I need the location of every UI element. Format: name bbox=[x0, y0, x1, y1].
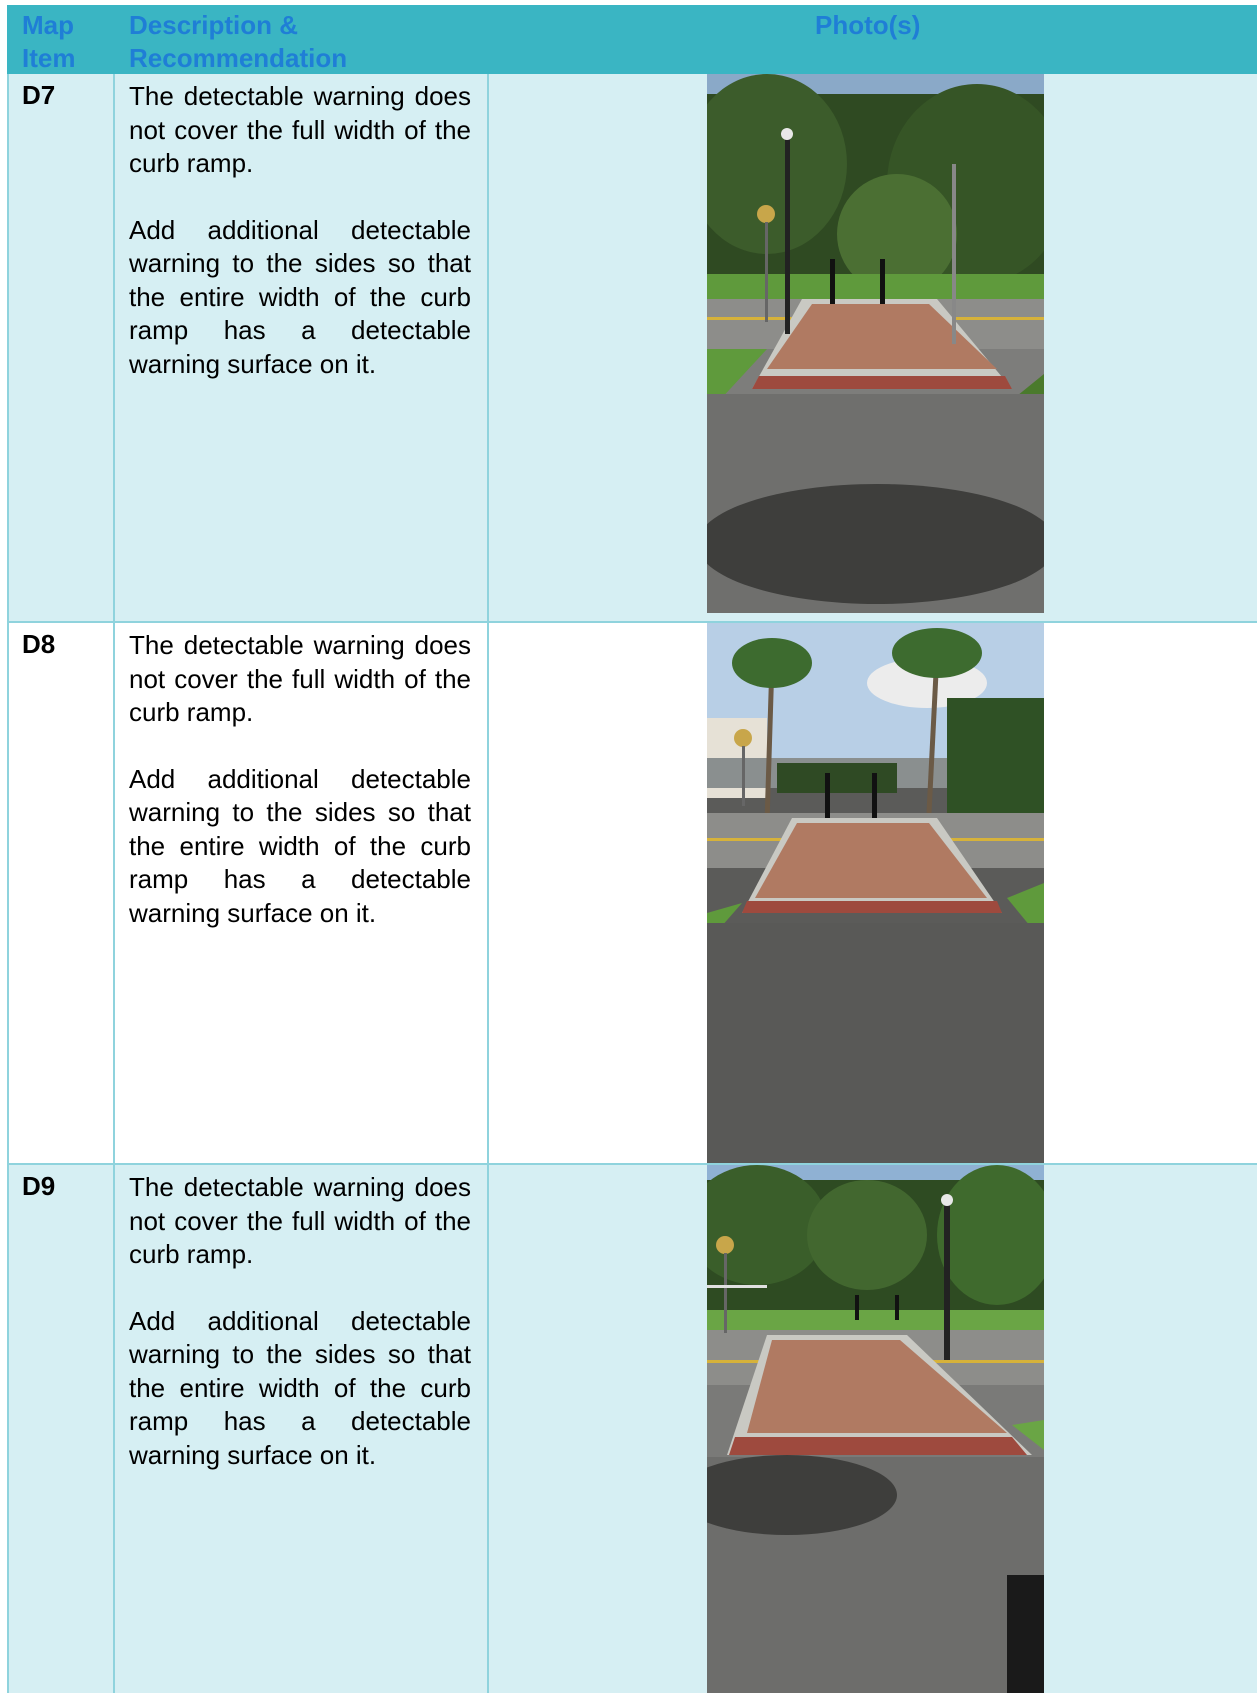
recommendation-text: Add additional detectable warning to the sides so that the entire width of the curb ramp has a detectable warning surface on it. bbox=[129, 1305, 471, 1470]
description-cell bbox=[129, 80, 471, 381]
header-description: Description & Recommendation bbox=[129, 10, 348, 73]
site-photo bbox=[707, 74, 1044, 613]
recommendation-text: Add additional detectable warning to the sides so that the entire width of the curb ramp has a detectable warning surface on it. bbox=[129, 763, 471, 928]
findings-table bbox=[7, 5, 1257, 1693]
description-text: The detectable warning does not cover the full width of the curb ramp. bbox=[129, 630, 471, 727]
map-item-label: D9 bbox=[22, 1171, 56, 1201]
description-text: The detectable warning does not cover the full width of the curb ramp. bbox=[129, 1172, 471, 1269]
table-row bbox=[7, 1165, 1257, 1693]
description-cell bbox=[129, 629, 471, 930]
map-item-label: D8 bbox=[22, 629, 56, 659]
table-header bbox=[7, 5, 1257, 74]
header-map-item: Map Item bbox=[22, 10, 76, 73]
header-photos: Photo(s) bbox=[815, 10, 921, 40]
site-photo bbox=[707, 1165, 1044, 1693]
map-item-label: D7 bbox=[22, 80, 56, 110]
recommendation-text: Add additional detectable warning to the sides so that the entire width of the curb ramp has a detectable warning surface on it. bbox=[129, 214, 471, 379]
description-text: The detectable warning does not cover the full width of the curb ramp. bbox=[129, 81, 471, 178]
site-photo bbox=[707, 623, 1044, 1163]
description-cell bbox=[129, 1171, 471, 1472]
table-row bbox=[7, 74, 1257, 621]
table-row bbox=[7, 623, 1257, 1163]
